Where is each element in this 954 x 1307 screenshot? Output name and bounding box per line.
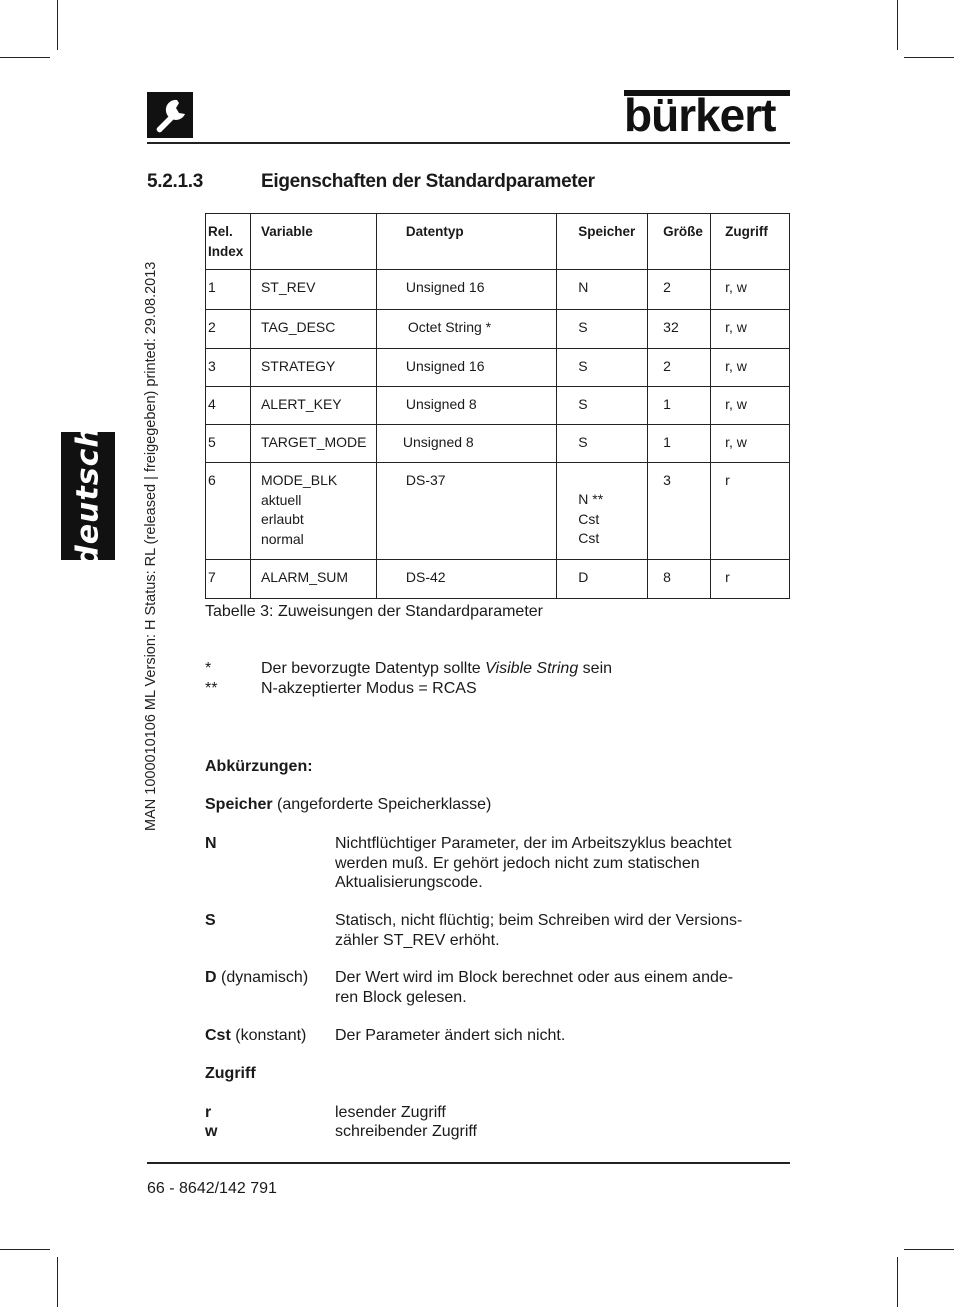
abbrev-heading: Abkürzungen: (205, 758, 313, 775)
header-index-line1: Rel. (208, 224, 233, 239)
abbrev-desc-line: Nichtflüchtiger Parameter, der im Arbeitszyklus beachtet (335, 835, 732, 852)
footnote-text-post: sein (578, 660, 613, 677)
cell-datatype: DS-37 (405, 472, 446, 488)
cell-variable-main: MODE_BLK (260, 472, 338, 488)
cell-storage-sub: N ** (578, 491, 604, 507)
crop-mark (904, 1249, 954, 1250)
brand-logo (624, 90, 790, 140)
abbrev-key-label: Cst (205, 1027, 231, 1044)
cell-index: 6 (208, 472, 216, 488)
cell-variable: ALARM_SUM (260, 569, 349, 585)
header-storage (557, 214, 648, 270)
header-index-line2: Index (208, 243, 244, 259)
cell-size: 32 (663, 319, 679, 335)
cell-storage-sub: Cst (578, 530, 600, 546)
table-caption: Tabelle 3: Zuweisungen der Standardparameter (205, 603, 543, 620)
cell-size: 2 (663, 358, 671, 374)
crop-mark (57, 1257, 58, 1307)
abbrev-desc-line: werden muß. Er gehört jedoch nicht zum statischen (335, 854, 700, 872)
cell-access: r (725, 472, 730, 488)
table-row (206, 463, 790, 560)
cell-storage: N (578, 279, 589, 295)
cell-variable-sub: erlaubt (260, 511, 304, 527)
footnote-text (261, 660, 612, 678)
abbrev-desc: Der Parameter ändert sich nicht. (335, 1027, 566, 1044)
cell-variable: TARGET_MODE (260, 434, 367, 450)
abbrev-speicher-label: Speicher (205, 796, 273, 813)
header-storage-label: Speicher (578, 224, 636, 239)
cell-access: r, w (725, 434, 747, 450)
cell-access: r, w (725, 358, 747, 374)
abbrev-key: S (205, 912, 216, 929)
parameters-table (205, 213, 790, 599)
cell-index: 3 (208, 358, 216, 374)
cell-datatype: Unsigned 8 (402, 434, 474, 450)
language-tab-label: deutsch (70, 425, 106, 567)
abbrev-desc (335, 911, 742, 950)
footnote-text-pre: Der bevorzugte Datentyp sollte (261, 660, 486, 677)
section-title: Eigenschaften der Standardparameter (261, 171, 595, 192)
header-variable-label: Variable (260, 224, 313, 239)
header-index (206, 214, 251, 270)
cell-datatype: Unsigned 16 (405, 279, 485, 295)
cell-variable: TAG_DESC (260, 319, 336, 335)
table-row (206, 349, 790, 387)
footer-rule (147, 1162, 790, 1164)
abbrev-desc (335, 968, 733, 1007)
language-tab (61, 425, 115, 567)
abbrev-key (205, 968, 308, 988)
access-heading: Zugriff (205, 1065, 256, 1082)
cell-variable: ALERT_KEY (260, 396, 342, 412)
crop-mark (0, 57, 50, 58)
cell-storage: S (578, 319, 588, 335)
crop-mark (897, 0, 898, 50)
abbrev-desc-line: ren Block gelesen. (335, 988, 467, 1006)
cell-variable-sub: normal (260, 530, 304, 547)
cell-access: r, w (725, 279, 747, 295)
abbrev-speicher (205, 795, 491, 815)
cell-index: 2 (208, 319, 216, 335)
table-row (206, 560, 790, 599)
cell-index: 1 (208, 279, 216, 295)
abbrev-key: r (205, 1104, 212, 1121)
cell-storage (557, 463, 647, 549)
cell-variable: ST_REV (260, 279, 316, 295)
abbrev-desc-line: Der Wert wird im Block berechnet oder aus einem ande- (335, 969, 734, 986)
abbrev-key-suffix: (dynamisch) (221, 969, 309, 986)
cell-variable: STRATEGY (260, 358, 336, 374)
cell-size: 2 (663, 279, 671, 295)
cell-storage: D (578, 569, 589, 585)
table-header-row (206, 214, 790, 270)
header-rule (147, 142, 790, 144)
cell-size: 3 (663, 472, 671, 488)
header-access (711, 214, 790, 270)
abbrev-desc: schreibender Zugriff (335, 1123, 477, 1140)
cell-access: r, w (725, 319, 747, 335)
crop-mark (57, 0, 58, 50)
cell-index: 4 (208, 396, 216, 412)
abbrev-key (205, 1026, 306, 1046)
abbrev-speicher-desc: (angeforderte Speicherklasse) (277, 796, 492, 813)
page-footer: 66 - 8642/142 791 (147, 1180, 277, 1197)
table-row (206, 270, 790, 310)
abbrev-desc-line: zähler ST_REV erhöht. (335, 931, 500, 949)
cell-size: 1 (663, 396, 671, 412)
header-access-label: Zugriff (725, 224, 768, 239)
cell-storage: S (578, 434, 588, 450)
cell-storage: S (578, 358, 588, 374)
abbrev-desc: lesender Zugriff (335, 1104, 446, 1121)
cell-datatype: Octet String * (407, 319, 492, 335)
footnote-text-em: Visible String (485, 660, 579, 677)
header-size (648, 214, 711, 270)
table-row (206, 310, 790, 349)
cell-storage: S (578, 396, 588, 412)
abbrev-key-label: D (205, 969, 217, 986)
header-variable (250, 214, 376, 270)
table-row (206, 425, 790, 463)
cell-datatype: DS-42 (405, 569, 446, 585)
abbrev-key: w (205, 1123, 218, 1140)
brand-logo-text: bürkert (624, 89, 776, 141)
crop-mark (904, 57, 954, 58)
cell-variable-sub: aktuell (260, 491, 302, 508)
document-meta: MAN 1000010106 ML Version: H Status: RL (released | freigegeben) printed: 29.08.2013 (143, 261, 159, 831)
crop-mark (897, 1257, 898, 1307)
abbrev-desc (335, 834, 732, 893)
crop-mark (0, 1249, 50, 1250)
abbrev-desc-line: Aktualisierungscode. (335, 874, 483, 891)
section-number: 5.2.1.3 (147, 171, 204, 192)
header-datatype-label: Datentyp (405, 224, 464, 239)
abbrev-key-suffix: (konstant) (235, 1027, 307, 1044)
footnote-text: N-akzeptierter Modus = RCAS (261, 680, 477, 697)
cell-variable (251, 463, 376, 549)
footnote-marker: * (205, 660, 212, 677)
footnote-marker: ** (205, 680, 218, 697)
cell-size: 1 (663, 434, 671, 450)
wrench-icon (147, 92, 193, 138)
cell-datatype: Unsigned 8 (405, 396, 477, 412)
cell-index: 5 (208, 434, 216, 450)
table-row (206, 387, 790, 425)
cell-access: r (725, 569, 730, 585)
cell-storage-sub: Cst (578, 510, 600, 527)
abbrev-desc-line: Statisch, nicht flüchtig; beim Schreiben wird der Versions- (335, 912, 743, 929)
header-datatype (376, 214, 556, 270)
header-size-label: Größe (663, 224, 703, 239)
abbrev-key: N (205, 835, 217, 852)
cell-index: 7 (208, 569, 216, 585)
cell-datatype: Unsigned 16 (405, 358, 485, 374)
cell-access: r, w (725, 396, 747, 412)
cell-size: 8 (663, 569, 671, 585)
